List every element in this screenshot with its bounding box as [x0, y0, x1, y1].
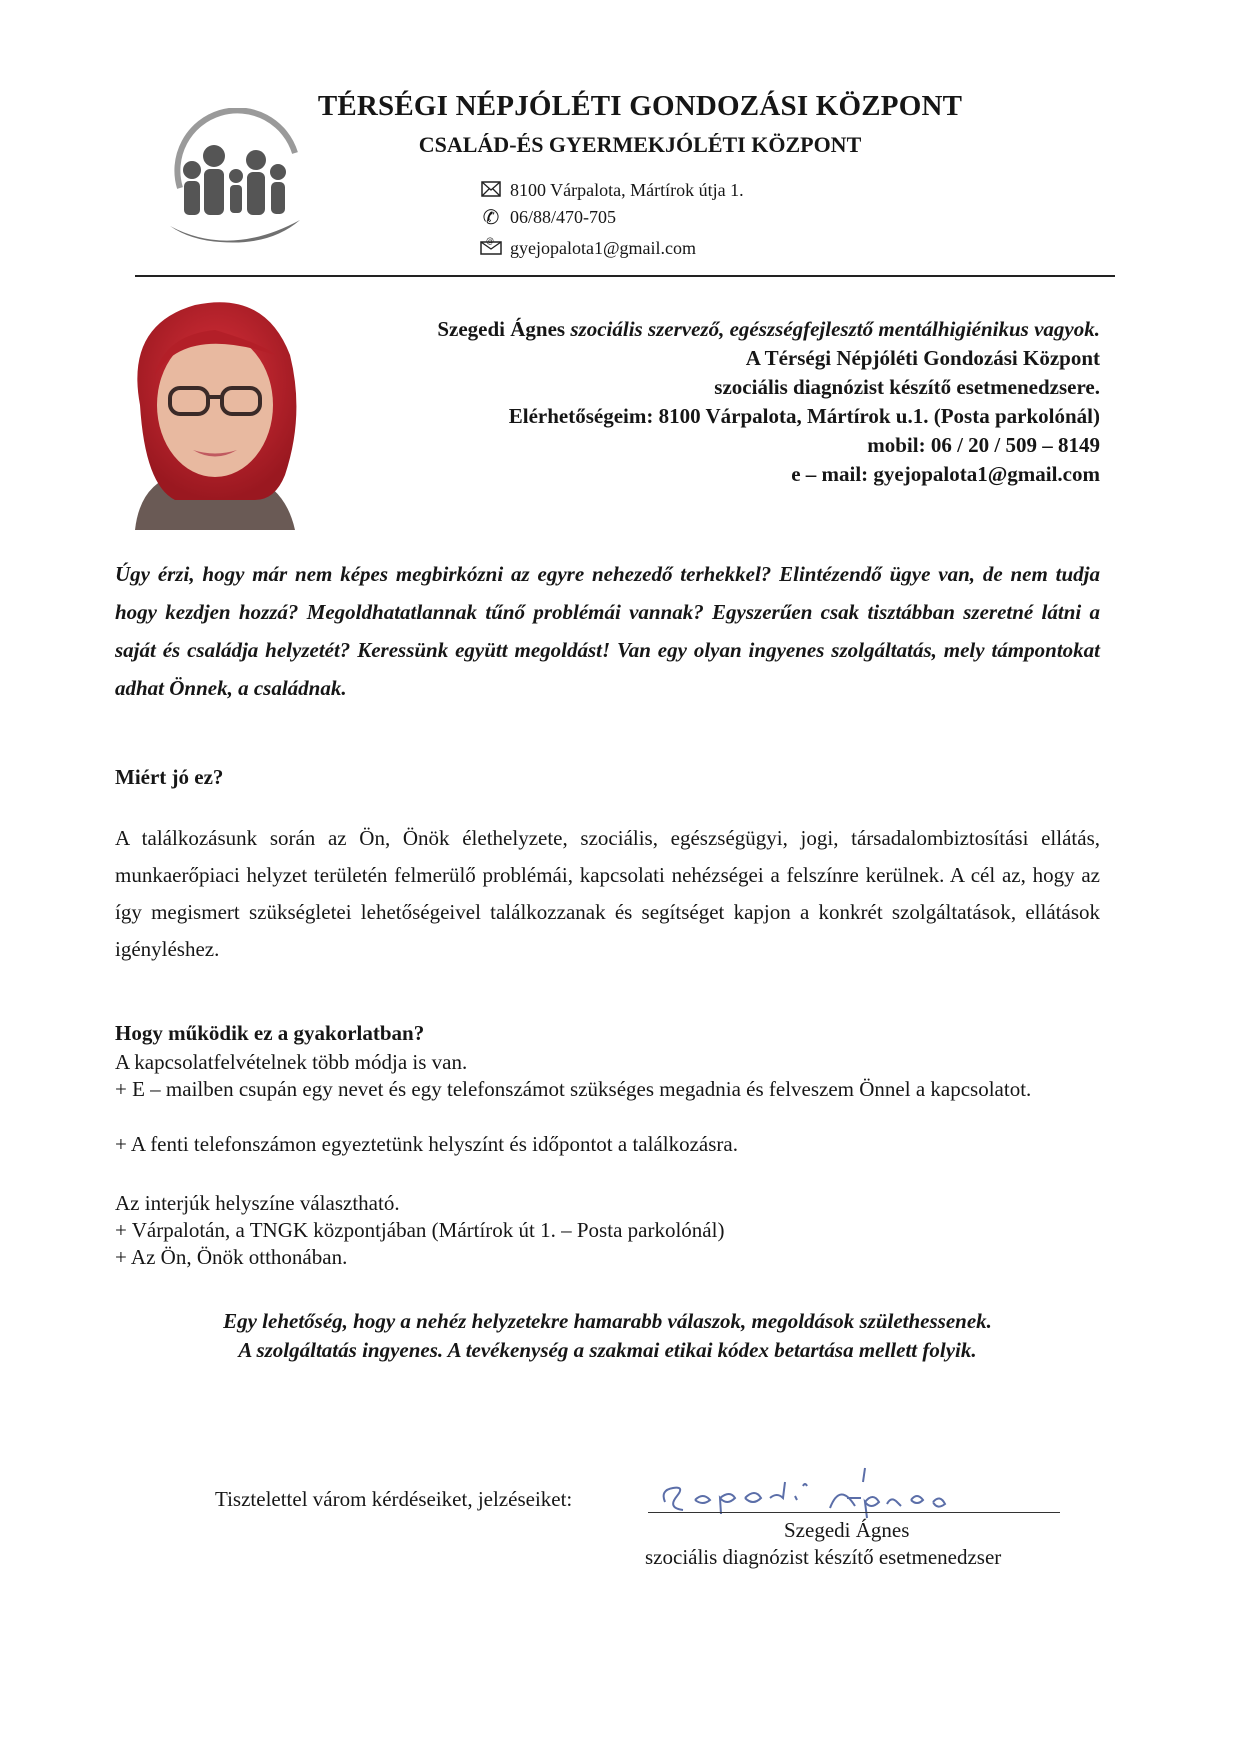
phone-line: [480, 207, 616, 228]
place-line-2: + Várpalotán, a TNGK központjában (Mártírok út 1. – Posta parkolónál): [115, 1218, 725, 1242]
signature-name: Szegedi Ágnes: [784, 1518, 910, 1542]
why-paragraph: A találkozásunk során az Ön, Önök élethelyzete, szociális, egészségügyi, jogi, társadalombiztosítási ellátás, munkaerőpiaci helyzet területén felmerülő problémái, kapcsolati nehézségei a felszínre kerülnek. A cél az, hogy az így megismert szükségletei lehetőségeivel találkozzanak és segítséget kapjon a konkrét szolgáltatások, ellátások igényléshez.: [115, 826, 1100, 961]
signature-line: [648, 1512, 1060, 1513]
address-line: [480, 180, 744, 201]
intro-line-2: A Térségi Népjóléti Gondozási Központ: [745, 346, 1100, 370]
how-line-2: + E – mailben csupán egy nevet és egy telefonszámot szükséges megadnia és felveszem Önnel a kapcsolatot.: [115, 1077, 1032, 1101]
how-heading: Hogy működik ez a gyakorlatban?: [115, 1021, 425, 1045]
email-line: [480, 237, 696, 259]
email-text: gyejopalota1@gmail.com: [510, 237, 697, 258]
svg-text:@: @: [486, 237, 494, 245]
intro-name: Szegedi Ágnes: [437, 317, 571, 341]
address-text: 8100 Várpalota, Mártírok útja 1.: [510, 180, 744, 200]
handwritten-signature: [655, 1462, 1015, 1524]
signature-role: szociális diagnózist készítő esetmenedzser: [645, 1545, 1002, 1569]
family-logo: [150, 108, 310, 258]
intro-line-6: e – mail: gyejopalota1@gmail.com: [791, 462, 1100, 486]
org-name: TÉRSÉGI NÉPJÓLÉTI GONDOZÁSI KÖZPONT: [317, 90, 963, 122]
how-line-3: + A fenti telefonszámon egyeztetünk helyszínt és időpontot a találkozásra.: [115, 1132, 738, 1156]
closing-line-1: Egy lehetőség, hogy a nehéz helyzetekre hamarabb válaszok, megoldások születhessenek.: [223, 1309, 992, 1333]
why-heading: Miért jó ez?: [115, 765, 224, 789]
phone-text: 06/88/470-705: [510, 207, 616, 227]
org-subtitle: CSALÁD-ÉS GYERMEKJÓLÉTI KÖZPONT: [418, 132, 862, 157]
place-line-3: + Az Ön, Önök otthonában.: [115, 1245, 348, 1269]
intro-line-3: szociális diagnózist készítő esetmenedzsere.: [714, 375, 1100, 399]
closing-block: [115, 1307, 1100, 1365]
how-line-1: A kapcsolatfelvételnek több módja is van.: [115, 1050, 468, 1074]
intro-line-1: [320, 315, 1100, 344]
signature-greeting: Tisztelettel várom kérdéseiket, jelzéseiket:: [215, 1487, 573, 1511]
lead-paragraph: Úgy érzi, hogy már nem képes megbirkózni az egyre nehezedő terhekkel? Elintézendő ügye van, de nem tudja hogy kezdjen hozzá? Megoldhatatlannak tűnő problémái vannak? Egyszerűen csak tisztábban szeretné látni a saját és családja helyzetét? Keressünk együtt megoldást! Van egy olyan ingyenes szolgáltatás, mely támpontokat adhat Önnek, a családnak.: [115, 562, 1100, 700]
closing-line-2: A szolgáltatás ingyenes. A tevékenység a szakmai etikai kódex betartása mellett folyik.: [238, 1338, 977, 1362]
intro-title: szociális szervező, egészségfejlesztő mentálhigiénikus vagyok.: [570, 317, 1100, 341]
portrait-photo: [115, 285, 305, 530]
header-divider: [135, 275, 1115, 277]
intro-line-4: Elérhetőségeim: 8100 Várpalota, Mártírok u.1. (Posta parkolónál): [508, 404, 1100, 428]
phone-icon: ✆: [482, 206, 500, 229]
intro-block: [320, 315, 1100, 489]
place-line-1: Az interjúk helyszíne választható.: [115, 1191, 400, 1215]
intro-line-5: mobil: 06 / 20 / 509 – 8149: [867, 433, 1100, 457]
email-icon: [480, 237, 502, 259]
envelope-icon: [480, 181, 502, 201]
